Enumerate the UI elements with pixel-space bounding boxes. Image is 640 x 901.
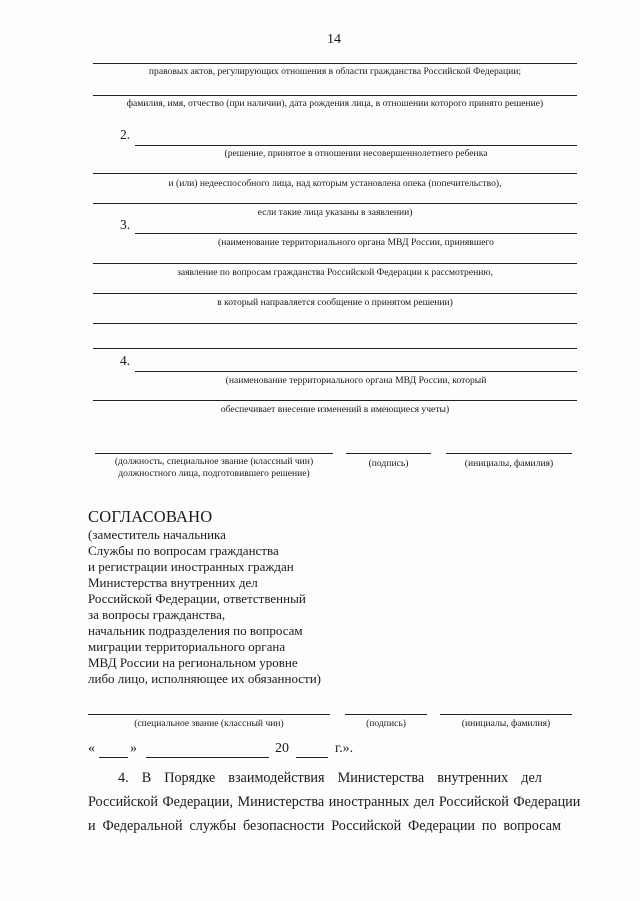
caption-message-recipient: в который направляется сообщение о принятом решении) — [217, 297, 453, 308]
date-day-blank — [99, 757, 128, 758]
caption-initials-surname: (инициалы, фамилия) — [464, 458, 554, 469]
fill-line — [93, 293, 577, 294]
agreed-line: Российской Федерации, ответственный — [88, 591, 306, 606]
date-year-prefix: 20 — [275, 741, 289, 756]
caption-citizenship-application: заявление по вопросам гражданства Российской Федерации к рассмотрению, — [177, 267, 493, 278]
caption-territorial-body-updates: (наименование территориального органа МВД России, который — [225, 375, 487, 386]
signature-line-rank — [88, 714, 330, 715]
caption-signature: (подпись) — [366, 718, 406, 729]
fill-line — [93, 400, 577, 401]
date-year-suffix: г.». — [335, 741, 354, 756]
fill-line — [93, 203, 577, 204]
item-number-4: 4. — [120, 353, 131, 368]
caption-listed-in-application: если такие лица указаны в заявлении) — [257, 207, 413, 218]
agreed-line: МВД России на региональном уровне — [88, 655, 298, 670]
signature-line-sign — [346, 453, 431, 454]
date-month-blank — [146, 757, 269, 758]
paragraph-line: 4. В Порядке взаимодействия Министерства внутренних дел — [118, 770, 542, 786]
fill-line — [93, 173, 577, 174]
caption-initials-surname: (инициалы, фамилия) — [461, 718, 551, 729]
fill-line — [93, 63, 577, 64]
item-number-2: 2. — [120, 127, 131, 142]
agreed-line: Министерства внутренних дел — [88, 575, 258, 590]
fill-line — [93, 323, 577, 324]
caption-incapacitated: и (или) недееспособного лица, над которым установлена опека (попечительство), — [168, 178, 502, 189]
signature-line-name — [440, 714, 572, 715]
fill-line — [135, 145, 577, 146]
date-year-blank — [296, 757, 328, 758]
date-open-quote: « — [88, 741, 95, 756]
agreed-line: (заместитель начальника — [88, 527, 226, 542]
agreed-line: за вопросы гражданства, — [88, 607, 226, 622]
fill-line — [93, 95, 577, 96]
agreed-title: СОГЛАСОВАНО — [88, 507, 213, 526]
paragraph-line: Российской Федерации, Министерства иностранных дел Российской Федерации — [88, 794, 581, 810]
caption-rank: (специальное звание (классный чин) — [134, 718, 284, 729]
caption-records-changes: обеспечивает внесение изменений в имеющиеся учеты) — [220, 404, 450, 415]
page-number: 14 — [327, 32, 341, 47]
caption-official-position-2: должностного лица, подготовившего решение) — [118, 468, 310, 479]
signature-line-name — [446, 453, 572, 454]
fill-line — [93, 348, 577, 349]
caption-person-details: фамилия, имя, отчество (при наличии), дата рождения лица, в отношении которого принято решение) — [126, 98, 544, 109]
item-number-3: 3. — [120, 217, 131, 232]
caption-decision-minor: (решение, принятое в отношении несовершеннолетнего ребенка — [224, 148, 488, 159]
agreed-line: миграции территориального органа — [88, 639, 286, 654]
date-close-quote: » — [130, 741, 137, 756]
agreed-line: либо лицо, исполняющее их обязанности) — [88, 671, 322, 686]
fill-line — [135, 233, 577, 234]
caption-legal-acts: правовых актов, регулирующих отношения в области гражданства Российской Федерации; — [148, 66, 522, 77]
fill-line — [93, 263, 577, 264]
caption-official-position: (должность, специальное звание (классный чин) — [114, 456, 314, 467]
signature-line-position — [95, 453, 333, 454]
caption-territorial-body: (наименование территориального органа МВД России, принявшего — [218, 237, 494, 248]
signature-line-sign — [345, 714, 427, 715]
agreed-line: Службы по вопросам гражданства — [88, 543, 279, 558]
fill-line — [135, 371, 577, 372]
paragraph-line: и Федеральной службы безопасности Российской Федерации по вопросам — [88, 818, 561, 834]
agreed-line: начальник подразделения по вопросам — [88, 623, 303, 638]
caption-signature: (подпись) — [368, 458, 409, 469]
agreed-line: и регистрации иностранных граждан — [88, 559, 294, 574]
